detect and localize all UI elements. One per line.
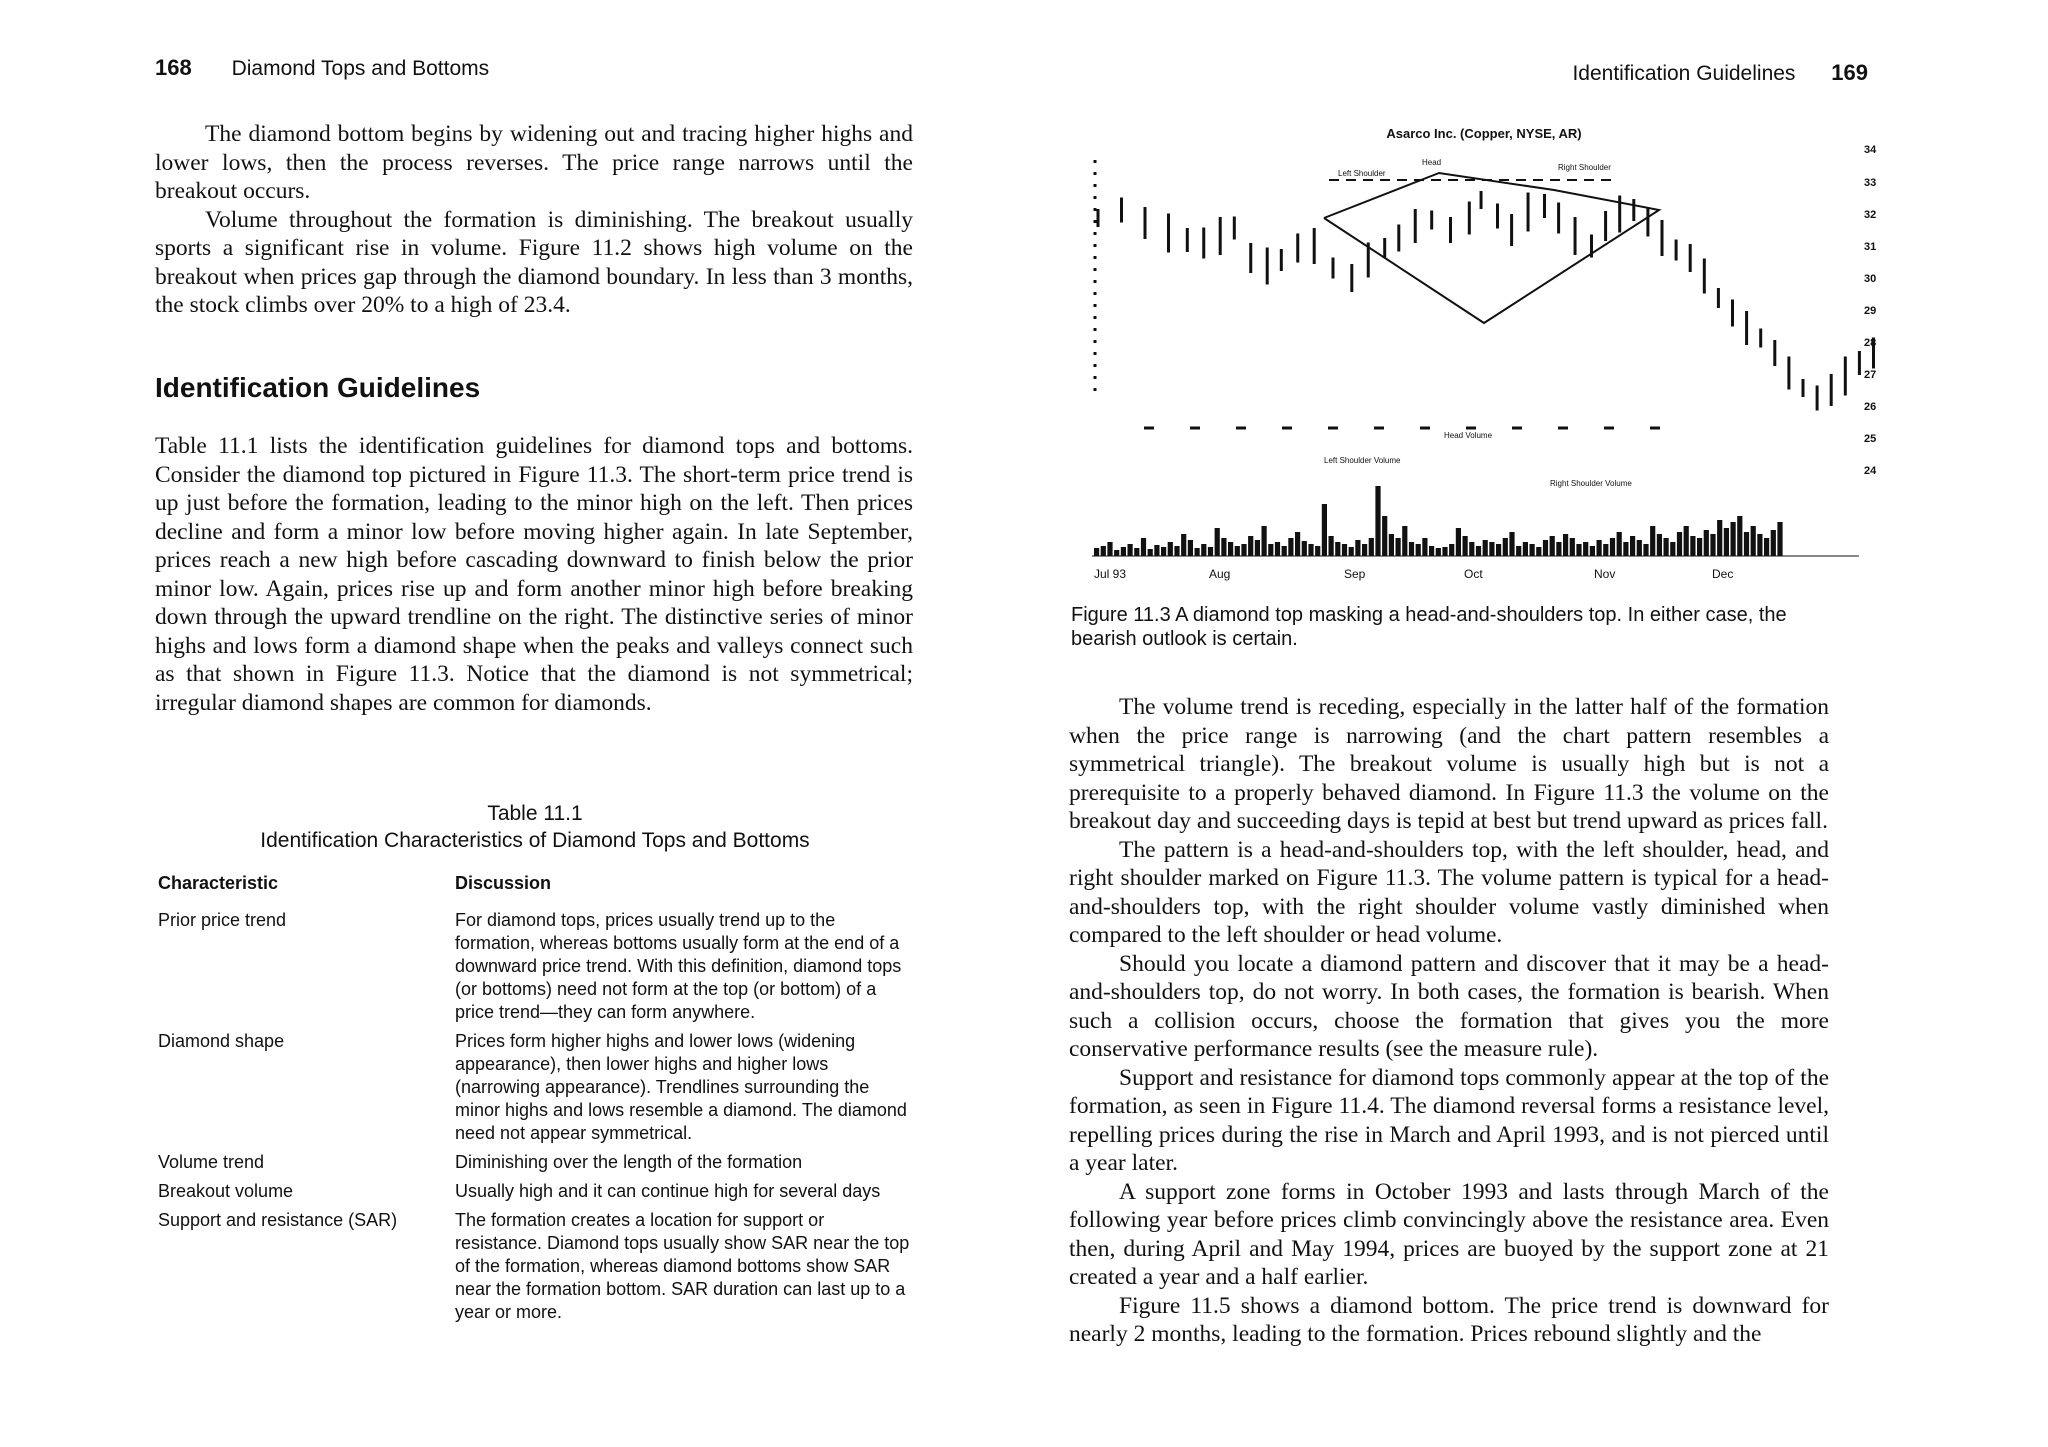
volume-bar (1757, 534, 1762, 556)
intro-text (155, 120, 913, 320)
volume-bar (1496, 544, 1501, 556)
stock-chart-figure (1084, 118, 1884, 588)
paragraph: Table 11.1 lists the identification guidelines for diamond tops and bottoms. Consider the diamond top pictured in Figure 11.3. The short-term price trend is up just before the formation, leading to the minor high on the left. Then prices decline and form a minor low before moving higher again. In late September, prices reach a new high before cascading downward to finish below the prior minor low. Again, prices rise up and form another minor high before breaking down through the upward trendline on the right. The distinctive series of minor highs and lows form a diamond shape when the peaks and valleys connect such as that shown in Figure 11.3. Notice that the diamond is not symmetrical; irregular diamond shapes are common for diamonds. (155, 433, 913, 716)
volume-bar (1094, 548, 1099, 556)
volume-bar (1650, 526, 1655, 556)
price-label: 33 (1864, 177, 1877, 189)
volume-bar (1389, 534, 1394, 556)
volume-bar (1255, 540, 1260, 556)
volume-bar (1362, 544, 1367, 556)
volume-bar (1657, 534, 1662, 556)
volume-bar (1201, 544, 1206, 556)
volume-bar (1751, 526, 1756, 556)
figure-caption: Figure 11.3 A diamond top masking a head-and-shoulders top. In either case, the bearish outlook is certain. (1071, 604, 1787, 650)
volume-bar (1208, 547, 1213, 556)
paragraph: The volume trend is receding, especially in the latter half of the formation when the price range is narrowing (and the chart pattern resembles a symmetrical triangle). The breakout volume is usually high but is not a prerequisite to a properly behaved diamond. In Figure 11.3 the volume on the breakout day and succeeding days is tepid at best but trend upward as prices fall. (1069, 694, 1829, 834)
volume-bar (1563, 534, 1568, 556)
section-heading: Identification Guidelines (155, 372, 481, 403)
volume-bar (1422, 538, 1427, 556)
volume-bar (1195, 548, 1200, 556)
running-head-left (155, 55, 489, 81)
annotation-right-shoulder-volume: Right Shoulder Volume (1550, 479, 1632, 488)
volume-bar (1704, 530, 1709, 556)
volume-bar (1342, 544, 1347, 556)
x-label: Dec (1712, 567, 1734, 581)
annotation-head: Head (1422, 158, 1442, 167)
price-label: 26 (1864, 401, 1877, 413)
volume-bar (1543, 540, 1548, 556)
volume-bar (1630, 536, 1635, 556)
volume-bar (1744, 532, 1749, 556)
table-row (158, 909, 918, 1024)
x-label: Oct (1464, 567, 1483, 581)
volume-bar (1456, 528, 1461, 556)
x-label: Jul 93 (1094, 567, 1127, 581)
volume-bar (1764, 538, 1769, 556)
volume-bar (1597, 540, 1602, 556)
table-row (158, 1209, 918, 1324)
table-cell: Breakout volume (158, 1181, 294, 1201)
volume-bar (1302, 541, 1307, 556)
volume-bar (1121, 547, 1126, 556)
price-label: 28 (1864, 337, 1877, 349)
volume-bar (1369, 538, 1374, 556)
volume-bar (1215, 528, 1220, 556)
volume-bar (1489, 542, 1494, 556)
paragraph: Volume throughout the formation is diminishing. The breakout usually sports a significant rise in volume. Figure 11.2 shows high volume on the breakout when prices gap through the diamond boundary. In less than 3 months, the stock climbs over 20% to a high of 23.4. (155, 206, 913, 318)
volume-bar (1262, 526, 1267, 556)
volume-bar (1248, 536, 1253, 556)
volume-bar (1463, 536, 1468, 556)
volume-bar (1375, 486, 1380, 556)
volume-bar (1724, 528, 1729, 556)
paragraph: The pattern is a head-and-shoulders top, with the left shoulder, head, and right shoulder marked on Figure 11.3. The volume pattern is typical for a head-and-shoulders top, with the right shoulder volume vastly diminished when compared to the left shoulder or head volume. (1069, 836, 1829, 948)
price-label: 34 (1864, 144, 1877, 156)
volume-bar (1221, 538, 1226, 556)
price-label: 29 (1864, 305, 1877, 317)
x-label: Aug (1209, 567, 1231, 581)
volume-bar (1570, 538, 1575, 556)
volume-bar (1617, 532, 1622, 556)
volume-bar (1101, 546, 1106, 556)
volume-bar (1556, 542, 1561, 556)
paragraph: Figure 11.5 shows a diamond bottom. The price trend is downward for nearly 2 months, leading to the formation. Prices rebound slightly and the (1069, 1292, 1829, 1347)
volume-bar (1268, 544, 1273, 556)
volume-bar (1174, 546, 1179, 556)
volume-bar (1637, 540, 1642, 556)
volume-bar (1396, 538, 1401, 556)
paragraph: A support zone forms in October 1993 and lasts through March of the following year before prices climb convincingly above the resistance area. Even then, during April and May 1994, prices are buoyed by the support zone at 21 created a year and a half earlier. (1069, 1178, 1829, 1290)
table-cell: The formation creates a location for support or resistance. Diamond tops usually show SAR near the top of the formation, whereas diamond bottoms show SAR near the formation bottom. SAR duration can last up to a year or more. (455, 1210, 910, 1322)
price-label: 30 (1864, 273, 1877, 285)
chart-title: Asarco Inc. (Copper, NYSE, AR) (1386, 126, 1582, 141)
price-label: 24 (1864, 465, 1877, 477)
volume-bar (1476, 546, 1481, 556)
table-row (158, 1030, 918, 1145)
volume-bar (1583, 542, 1588, 556)
volume-bar (1409, 542, 1414, 556)
table-cell: Usually high and it can continue high for several days (455, 1181, 881, 1201)
price-label: 27 (1864, 369, 1877, 381)
volume-bar (1664, 538, 1669, 556)
volume-bar (1282, 546, 1287, 556)
volume-bar (1576, 544, 1581, 556)
volume-bar (1315, 546, 1320, 556)
paragraph: The diamond bottom begins by widening out and tracing higher highs and lower lows, then the process reverses. The price range narrows until the breakout occurs. (155, 121, 913, 204)
table-label: Table 11.1 (487, 802, 583, 825)
volume-bar (1335, 542, 1340, 556)
volume-bar (1288, 538, 1293, 556)
volume-bar (1449, 544, 1454, 556)
table-row (158, 1180, 918, 1203)
table-cell: Prior price trend (158, 910, 287, 930)
volume-bar (1107, 542, 1112, 556)
annotation-right-shoulder: Right Shoulder (1558, 163, 1611, 172)
volume-bar (1777, 522, 1782, 556)
volume-bar (1128, 544, 1133, 556)
x-label: Sep (1344, 567, 1366, 581)
volume-bar (1509, 532, 1514, 556)
table-caption (155, 800, 915, 854)
volume-bar (1771, 530, 1776, 556)
column-header: Discussion (455, 873, 552, 893)
volume-bar (1429, 546, 1434, 556)
volume-bar (1550, 536, 1555, 556)
volume-bar (1355, 540, 1360, 556)
volume-bar (1349, 547, 1354, 556)
volume-bar (1141, 538, 1146, 556)
running-head-right (1572, 60, 1868, 86)
volume-bar (1731, 522, 1736, 556)
volume-bar (1168, 542, 1173, 556)
volume-bar (1643, 544, 1648, 556)
volume-bars (1094, 486, 1783, 556)
volume-bar (1416, 544, 1421, 556)
table-cell: Diminishing over the length of the formation (455, 1152, 803, 1172)
table-cell: Support and resistance (SAR) (158, 1210, 398, 1230)
volume-bar (1436, 548, 1441, 556)
volume-bar (1536, 547, 1541, 556)
table-cell: Prices form higher highs and lower lows (widening appearance), then lower highs and higher lows (narrowing appearance). Trendlines surrounding the minor highs and lows resemble a diamond. The diamond need not appear symmetrical. (455, 1031, 907, 1143)
diamond-trendline (1324, 173, 1659, 323)
volume-bar (1235, 546, 1240, 556)
volume-bar (1134, 548, 1139, 556)
volume-bar (1503, 538, 1508, 556)
volume-bar (1737, 516, 1742, 556)
volume-bar (1670, 542, 1675, 556)
volume-bar (1697, 538, 1702, 556)
volume-bar (1308, 544, 1313, 556)
volume-bar (1402, 526, 1407, 556)
annotation-head-volume: Head Volume (1444, 431, 1493, 440)
volume-bar (1114, 550, 1119, 556)
volume-bar (1710, 534, 1715, 556)
page-number-right: 169 (1831, 60, 1868, 85)
right-page (1024, 0, 2048, 1447)
table-title: Identification Characteristics of Diamond Tops and Bottoms (260, 829, 810, 852)
volume-bar (1590, 546, 1595, 556)
volume-bar (1603, 544, 1608, 556)
table-cell: For diamond tops, prices usually trend up to the formation, whereas bottoms usually form at the end of a downward price trend. With this definition, diamond tops (or bottoms) need not form at the top (or bottom) of a price trend—they can form anywhere. (455, 910, 902, 1022)
volume-bar (1228, 542, 1233, 556)
page-number-left: 168 (155, 55, 192, 80)
volume-bar (1322, 504, 1327, 556)
annotation-left-shoulder: Left Shoulder (1338, 169, 1386, 178)
volume-bar (1717, 520, 1722, 556)
volume-bar (1690, 536, 1695, 556)
paragraph: Should you locate a diamond pattern and discover that it may be a head-and-shoulders top, do not worry. In both cases, the formation is bearish. When such a collision occurs, choose the formation that gives you the more conservative performance results (see the measure rule). (1069, 950, 1829, 1062)
price-label: 25 (1864, 433, 1877, 445)
volume-bar (1442, 547, 1447, 556)
table-cell: Volume trend (158, 1152, 265, 1172)
volume-bar (1684, 526, 1689, 556)
volume-bar (1610, 538, 1615, 556)
price-bars (1098, 191, 1877, 413)
volume-bar (1329, 536, 1334, 556)
volume-bar (1523, 542, 1528, 556)
guidelines-text (155, 432, 913, 717)
volume-bar (1530, 544, 1535, 556)
volume-bar (1516, 546, 1521, 556)
annotation-left-shoulder-volume: Left Shoulder Volume (1324, 456, 1401, 465)
volume-bar (1161, 547, 1166, 556)
volume-bar (1623, 542, 1628, 556)
volume-bar (1148, 549, 1153, 556)
volume-bar (1188, 540, 1193, 556)
paragraph: Support and resistance for diamond tops commonly appear at the top of the formation, as seen in Figure 11.4. The diamond reversal forms a resistance level, repelling prices during the rise in March and April 1993, and is not pierced until a year later. (1069, 1064, 1829, 1176)
volume-bar (1154, 545, 1159, 556)
volume-bar (1181, 534, 1186, 556)
table-cell: Diamond shape (158, 1031, 285, 1051)
volume-bar (1677, 532, 1682, 556)
volume-bar (1469, 542, 1474, 556)
price-label: 31 (1864, 241, 1877, 253)
volume-bar (1295, 532, 1300, 556)
x-label: Nov (1594, 567, 1616, 581)
right-body-text (1069, 693, 1829, 1349)
price-label: 32 (1864, 209, 1877, 221)
volume-bar (1382, 516, 1387, 556)
characteristics-table (158, 872, 918, 1330)
table-header-row (158, 872, 918, 895)
table-row (158, 1151, 918, 1174)
volume-bar (1275, 542, 1280, 556)
running-head-title-right: Identification Guidelines (1572, 62, 1796, 85)
column-header: Characteristic (158, 873, 279, 893)
volume-bar (1483, 540, 1488, 556)
volume-bar (1241, 544, 1246, 556)
running-head-title-left: Diamond Tops and Bottoms (231, 57, 490, 80)
